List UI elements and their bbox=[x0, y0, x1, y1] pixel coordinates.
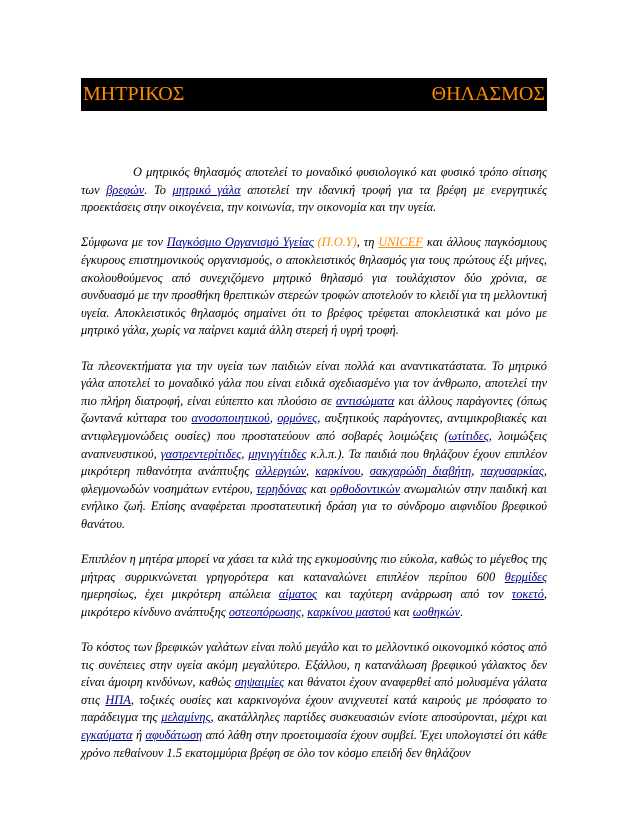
inline-link[interactable]: γαστρεντερίτιδες bbox=[160, 446, 242, 461]
inline-link[interactable]: σηψαιμίες bbox=[234, 675, 285, 690]
paragraph-text: και θάνατοι έχουν αναφερθεί από μολυσμένα γάλατα στις bbox=[81, 675, 547, 707]
inline-link[interactable]: καρκίνου bbox=[315, 464, 361, 479]
paragraph-text: ανωμαλιών στην παιδική και ενήλικο ζωή. Επίσης αναφέρεται προστατευτική δράση για το σύνδρομο αιφνιδίου βρεφικού θανάτου. bbox=[81, 481, 547, 531]
inline-link[interactable]: ωοθηκών bbox=[412, 604, 461, 619]
paragraph-text: , ακατάλληλες παρτίδες συσκευασιών ενίοτε αποσύρονται, μέχρι και bbox=[210, 710, 547, 725]
title-banner bbox=[81, 78, 547, 111]
paragraph-text: αποτελεί την ιδανική τροφή για τα βρέφη με ενεργητικές προεκτάσεις στην οικογένεια, την κοινωνία, την οικονομία και την υγεία. bbox=[81, 182, 547, 215]
paragraph bbox=[81, 164, 547, 217]
inline-link[interactable]: τοκετό bbox=[511, 587, 544, 602]
paragraph-text: και ταχύτερη ανάρρωση από τον bbox=[317, 587, 512, 602]
inline-link[interactable]: UNICEF bbox=[378, 235, 423, 250]
paragraph-text: Ο μητρικός θηλασμός αποτελεί το μοναδικό φυσιολογικό και φυσικό τρόπο σίτισης των bbox=[81, 165, 547, 197]
paragraph bbox=[81, 551, 547, 621]
paragraph-text: , bbox=[269, 411, 278, 426]
inline-link[interactable]: βρεφών bbox=[106, 182, 145, 197]
inline-link[interactable]: ωτίτιδες bbox=[448, 428, 489, 443]
paragraph-text: κ.λ.π.). Τα παιδιά που θηλάζουν έχουν επιπλέον μικρότερη πιθανότητα ανάπτυξης bbox=[81, 446, 548, 479]
paragraph-text: , λοιμώξεις αναπνευστικού, bbox=[81, 428, 547, 461]
inline-link[interactable]: αντισώματα bbox=[335, 393, 395, 408]
inline-link[interactable]: παχυσαρκίας bbox=[480, 464, 544, 479]
paragraph-text: ή bbox=[132, 728, 146, 742]
paragraph-text: , bbox=[241, 446, 249, 461]
paragraph-text: , bbox=[471, 464, 481, 479]
paragraph-text: , φλεγμονωδών νοσημάτων εντέρου, bbox=[81, 464, 548, 496]
inline-link[interactable]: ανοσοποιητικού bbox=[191, 411, 270, 426]
inline-link[interactable]: αλλεργιών bbox=[255, 464, 306, 479]
paragraph bbox=[81, 234, 547, 340]
inline-link[interactable]: θερμίδες bbox=[504, 569, 547, 584]
paragraph-text: , τη bbox=[356, 235, 379, 250]
paragraph-text: και άλλους παγκόσμιους έγκυρους επιστημονικούς οργανισμούς, ο αποκλειστικός θηλασμός για τους πρώτους έξι μήνες, ακολουθούμενος από συνεχιζόμενο μητρικό θηλασμό για τουλάχιστον δύο χρόνια, σε συνδυασμό με την προσθήκη θρεπτικών στερεών τροφών αποτελούν το κλειδί για τη μελλοντική υγεία. Αποκλειστικός θηλασμός σημαίνει ότι το βρέφος τρέφεται αποκλειστικά και μόνο με μητρικό γάλα, χωρίς να παίρνει καμιά άλλη στερεή ή υγρή τροφή. bbox=[81, 235, 547, 338]
inline-link[interactable]: μητρικό γάλα bbox=[172, 182, 241, 197]
paragraph-text: Τα πλεονεκτήματα για την υγεία των παιδιών είναι πολλά και αναντικατάστατα. Το μητρικό γάλα αποτελεί το μοναδικό γάλα που είναι ειδικά σχεδιασμένο για τον άνθρωπο, αποτελεί την πιο πλήρη διατροφή, είναι εύπεπτο και πλούσιο σε bbox=[81, 358, 547, 408]
inline-link[interactable]: ΗΠΑ bbox=[105, 692, 131, 707]
paragraph-text: ημερησίως, έχει μικρότερη απώλεια bbox=[81, 587, 279, 602]
inline-link[interactable]: καρκίνου μαστού bbox=[307, 604, 391, 619]
paragraph-text: , αυξητικούς παράγοντες, αντιμικροβιακές και αντιφλεγμονώδεις ουσίες) που προστατεύουν από σοβαρές λοιμώξεις ( bbox=[81, 411, 547, 443]
highlighted-text: (Π.Ο.Υ) bbox=[313, 235, 357, 250]
paragraph-text: και άλλους παράγοντες (όπως ζωντανά κύτταρα του bbox=[81, 393, 547, 426]
inline-link[interactable]: μελαμίνης bbox=[161, 710, 211, 725]
paragraph-text: και bbox=[306, 481, 331, 496]
inline-link[interactable]: ορθοδοντικών bbox=[330, 481, 401, 496]
inline-link[interactable]: Παγκόσμιο Οργανισμό Υγείας bbox=[166, 235, 314, 250]
inline-link[interactable]: μηνιγγίτιδες bbox=[248, 446, 307, 461]
title-left: ΜΗΤΡΙΚΟΣ bbox=[83, 83, 185, 105]
paragraph-text: , μικρότερο κίνδυνο ανάπτυξης bbox=[81, 587, 547, 619]
paragraph-text: . bbox=[460, 604, 464, 619]
paragraph-text: και bbox=[390, 604, 413, 619]
inline-link[interactable]: εγκαύματα bbox=[81, 728, 133, 742]
paragraph-text: Σύμφωνα με τον bbox=[81, 235, 167, 250]
article-body bbox=[81, 164, 547, 780]
paragraph-text: , bbox=[301, 604, 308, 619]
paragraph-text: . Το bbox=[144, 182, 173, 197]
paragraph-text: Επιπλέον η μητέρα μπορεί να χάσει τα κιλά της εγκυμοσύνης πιο εύκολα, καθώς το μέγεθος της μήτρας συρρικνώνεται γρηγορότερα και καταναλώνει επιπλέον περίπου 600 bbox=[81, 552, 547, 584]
inline-link[interactable]: σακχαρώδη διαβήτη bbox=[369, 464, 472, 479]
paragraph-text: , bbox=[360, 464, 370, 479]
inline-link[interactable]: τερηδόνας bbox=[256, 481, 307, 496]
title-right: ΘΗΛΑΣΜΟΣ bbox=[431, 83, 545, 105]
inline-link[interactable]: αφυδάτωση bbox=[145, 728, 203, 742]
inline-link[interactable]: αίματος bbox=[278, 587, 318, 602]
paragraph-text: από λάθη στην προετοιμασία έχουν συμβεί. Έχει υπολογιστεί ότι κάθε χρόνο πεθαίνουν 1.5 εκατομμύρια βρέφη σε όλο τον κόσμο επειδή δεν θηλάζουν bbox=[81, 728, 547, 760]
paragraph bbox=[81, 639, 547, 762]
paragraph-text: , τοξικές ουσίες και καρκινογόνα έχουν ανιχνευτεί κατά καιρούς με πρόσφατο το παράδειγμα της bbox=[81, 692, 547, 725]
inline-link[interactable]: ορμόνες bbox=[277, 411, 318, 426]
paragraph-text: , bbox=[306, 464, 316, 479]
paragraph-text: Το κόστος των βρεφικών γαλάτων είναι πολύ μεγάλο και το μελλοντικό οικονομικό κόστος από τις συνέπειες στην υγεία ακόμη μεγαλύτερο. Εξάλλου, η κατανάλωση βρεφικού γάλακτος δεν είναι άμοιρη κινδύνων, καθώς bbox=[81, 640, 547, 690]
inline-link[interactable]: οστεοπόρωσης bbox=[228, 604, 302, 619]
paragraph bbox=[81, 358, 547, 534]
